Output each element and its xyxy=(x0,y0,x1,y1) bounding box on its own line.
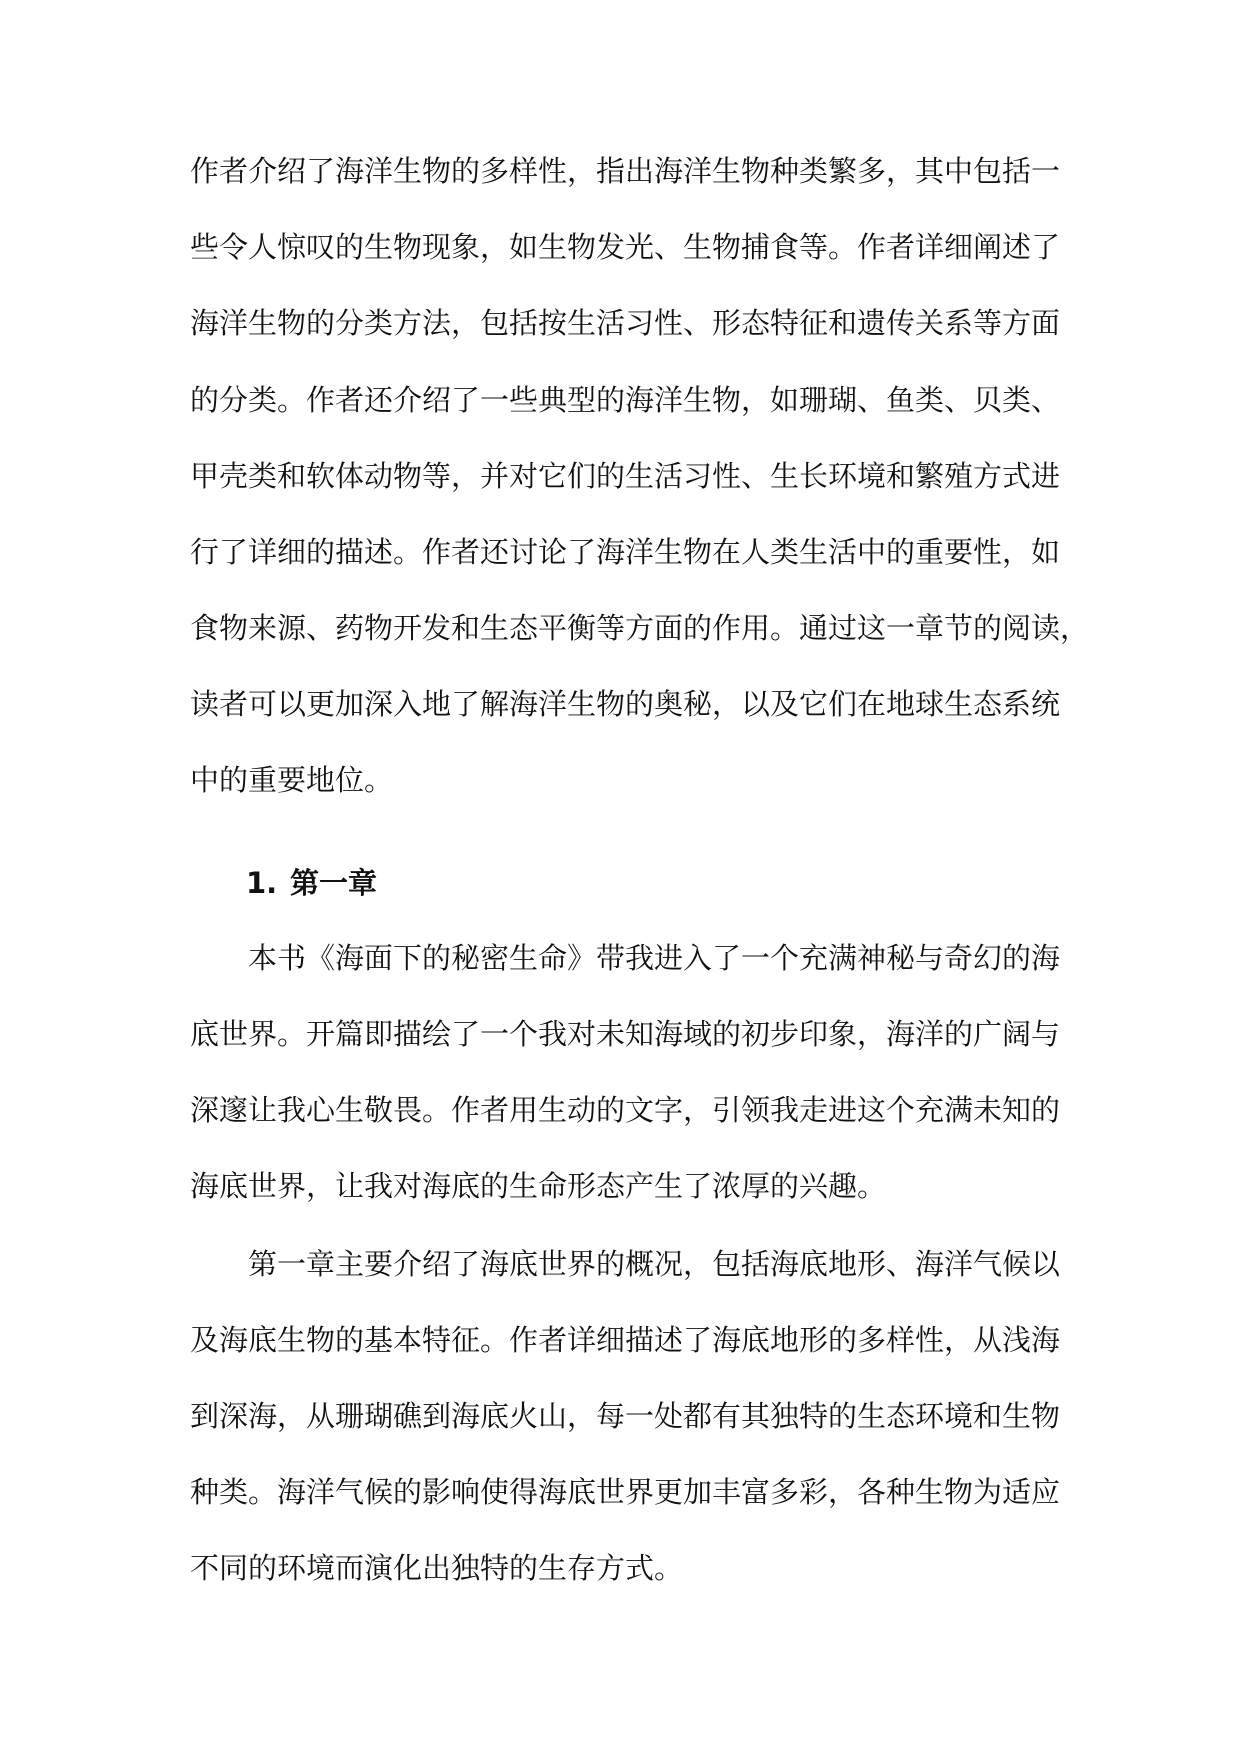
body-line: 食物来源、药物开发和生态平衡等方面的作用。通过这一章节的阅读， xyxy=(190,611,1090,645)
body-line: 中的重要地位。 xyxy=(190,763,394,797)
body-line: 甲壳类和软体动物等，并对它们的生活习性、生长环境和繁殖方式进 xyxy=(190,459,1061,493)
body-line: 海底世界，让我对海底的生命形态产生了浓厚的兴趣。 xyxy=(190,1169,887,1203)
body-line: 不同的环境而演化出独特的生存方式。 xyxy=(190,1551,684,1585)
body-line: 本书《海面下的秘密生命》带我进入了一个充满神秘与奇幻的海 xyxy=(248,941,1061,975)
body-line: 第一章主要介绍了海底世界的概况，包括海底地形、海洋气候以 xyxy=(248,1247,1061,1281)
body-line: 的分类。作者还介绍了一些典型的海洋生物，如珊瑚、鱼类、贝类、 xyxy=(190,383,1061,417)
body-line: 种类。海洋气候的影响使得海底世界更加丰富多彩，各种生物为适应 xyxy=(190,1475,1061,1509)
body-line: 到深海，从珊瑚礁到海底火山，每一处都有其独特的生态环境和生物 xyxy=(190,1399,1061,1433)
section-heading xyxy=(246,863,377,903)
body-line: 行了详细的描述。作者还讨论了海洋生物在人类生活中的重要性，如 xyxy=(190,535,1061,569)
section-number: 1. xyxy=(246,866,278,900)
body-line: 些令人惊叹的生物现象，如生物发光、生物捕食等。作者详细阐述了 xyxy=(190,230,1061,264)
body-line: 及海底生物的基本特征。作者详细描述了海底地形的多样性，从浅海 xyxy=(190,1323,1061,1357)
section-title: 第一章 xyxy=(290,866,378,900)
body-line: 底世界。开篇即描绘了一个我对未知海域的初步印象，海洋的广阔与 xyxy=(190,1017,1061,1051)
body-line: 海洋生物的分类方法，包括按生活习性、形态特征和遗传关系等方面 xyxy=(190,306,1061,340)
body-line: 读者可以更加深入地了解海洋生物的奥秘，以及它们在地球生态系统 xyxy=(190,687,1061,721)
body-line: 作者介绍了海洋生物的多样性，指出海洋生物种类繁多，其中包括一 xyxy=(190,154,1061,188)
body-line: 深邃让我心生敬畏。作者用生动的文字，引领我走进这个充满未知的 xyxy=(190,1093,1061,1127)
